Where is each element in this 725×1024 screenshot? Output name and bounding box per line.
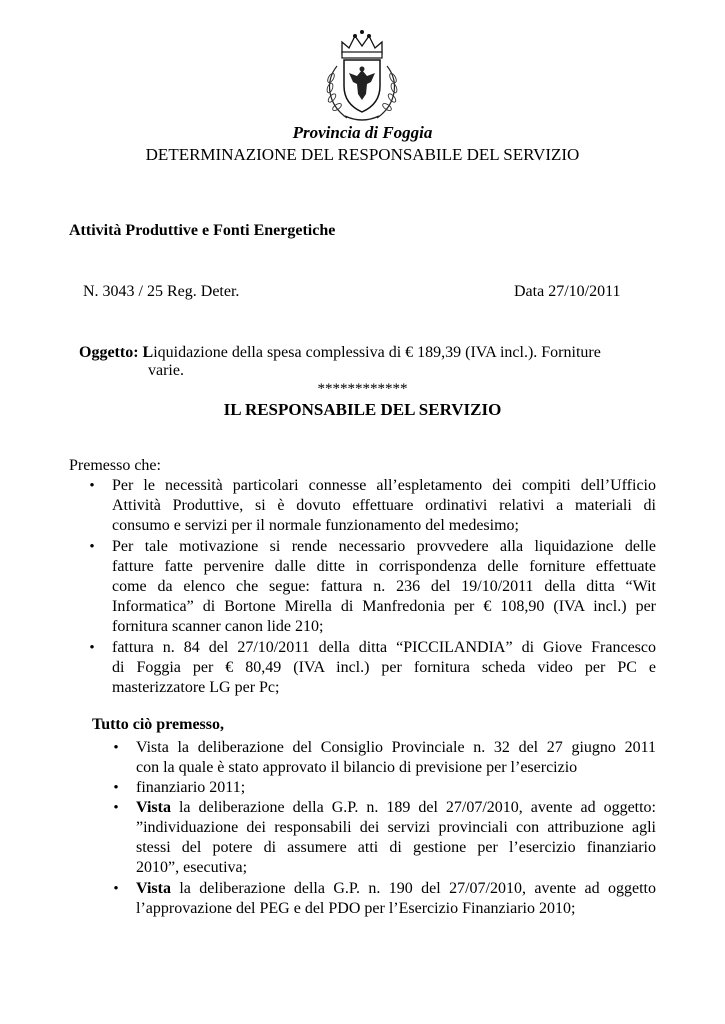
considering-item-4 — [136, 880, 656, 920]
premise-item-3 — [112, 639, 656, 699]
list-bullet: • — [89, 478, 95, 494]
text-line: Vista la deliberazione del Consiglio Provinciale n. 32 del 27 giugno 2011 — [136, 739, 656, 756]
text-line — [136, 799, 656, 819]
separator: ************ — [317, 381, 408, 397]
province-title: Provincia di Foggia — [292, 123, 433, 142]
text-span: la deliberazione della G.P. n. 190 del 27/07/2010, avente ad oggetto — [170, 880, 656, 897]
text-line: come da elenco che segue: fattura n. 236 del 19/10/2011 della ditta “Wit — [112, 578, 656, 595]
premise-item-1 — [112, 477, 656, 537]
considering-item-2: finanziario 2011; — [136, 779, 246, 796]
text-line: Per le necessità particolari connesse all’espletamento dei compiti dell’Ufficio — [112, 477, 656, 494]
text-line: ”individuazione dei responsabili dei servizi provinciali con attribuzione agli — [136, 819, 656, 836]
text-line: consumo e servizi per il normale funzionamento del medesimo; — [112, 517, 519, 534]
subject-line-1 — [79, 344, 679, 362]
list-bullet: • — [113, 800, 119, 816]
text-line: di Foggia per € 80,49 (IVA incl.) per fornitura scheda video per PC e — [112, 659, 656, 676]
premise-intro: Premesso che: — [69, 457, 161, 474]
list-bullet: • — [89, 640, 95, 656]
text-line: l’approvazione del PEG e del PDO per l’Esercizio Finanziario 2010; — [136, 900, 576, 917]
text-line — [136, 880, 656, 900]
text-line: fatture fatte pervenire dalle ditte in corrispondenza delle forniture effettuate — [112, 558, 656, 575]
vista-label: Vista — [136, 880, 171, 897]
text-line: 2010”, esecutiva; — [136, 859, 248, 876]
text-line: fornitura scanner canon lide 210; — [112, 618, 324, 635]
considering-item-1 — [136, 739, 656, 779]
responsible-heading: IL RESPONSABILE DEL SERVIZIO — [223, 400, 502, 419]
text-span: la deliberazione della G.P. n. 189 del 27/07/2010, avente ad oggetto: — [170, 799, 656, 816]
list-bullet: • — [89, 539, 95, 555]
subject-first-letter: L — [142, 344, 154, 361]
document-type-title: DETERMINAZIONE DEL RESPONSABILE DEL SERVIZIO — [145, 145, 580, 164]
considering-heading: Tutto ciò premesso, — [92, 716, 224, 733]
list-bullet: • — [113, 780, 119, 796]
registry-number: N. 3043 / 25 Reg. Deter. — [83, 283, 240, 300]
subject-text: iquidazione della spesa complessiva di € 189,39 (IVA incl.). Forniture — [153, 344, 601, 361]
subject-label: Oggetto: — [79, 344, 139, 361]
text-line: Attività Produttive, si è dovuto effettuare ordinativi relativi a materiali di — [112, 497, 656, 514]
premise-item-2 — [112, 538, 656, 638]
text-line: con la quale è stato approvato il bilancio di previsione per l’esercizio — [136, 759, 578, 776]
list-bullet: • — [113, 740, 119, 756]
vista-label: Vista — [136, 799, 171, 816]
provincial-coat-of-arms-icon — [317, 26, 407, 126]
text-line: stessi del potere di assumere atti di gestione per l’esercizio finanziario — [136, 839, 656, 856]
registry-date: Data 27/10/2011 — [514, 283, 621, 300]
list-bullet: • — [113, 881, 119, 897]
text-line: Per tale motivazione si rende necessario provvedere alla liquidazione delle — [112, 538, 656, 555]
text-line: Informatica” di Bortone Mirella di Manfredonia per € 108,90 (IVA incl.) per — [112, 598, 656, 615]
subject-line-2: varie. — [148, 362, 184, 379]
text-line: fattura n. 84 del 27/10/2011 della ditta “PICCILANDIA” di Giove Francesco — [112, 639, 656, 656]
considering-item-3 — [136, 799, 656, 879]
text-line: masterizzatore LG per Pc; — [112, 679, 280, 696]
sector-heading: Attività Produttive e Fonti Energetiche — [69, 222, 336, 239]
